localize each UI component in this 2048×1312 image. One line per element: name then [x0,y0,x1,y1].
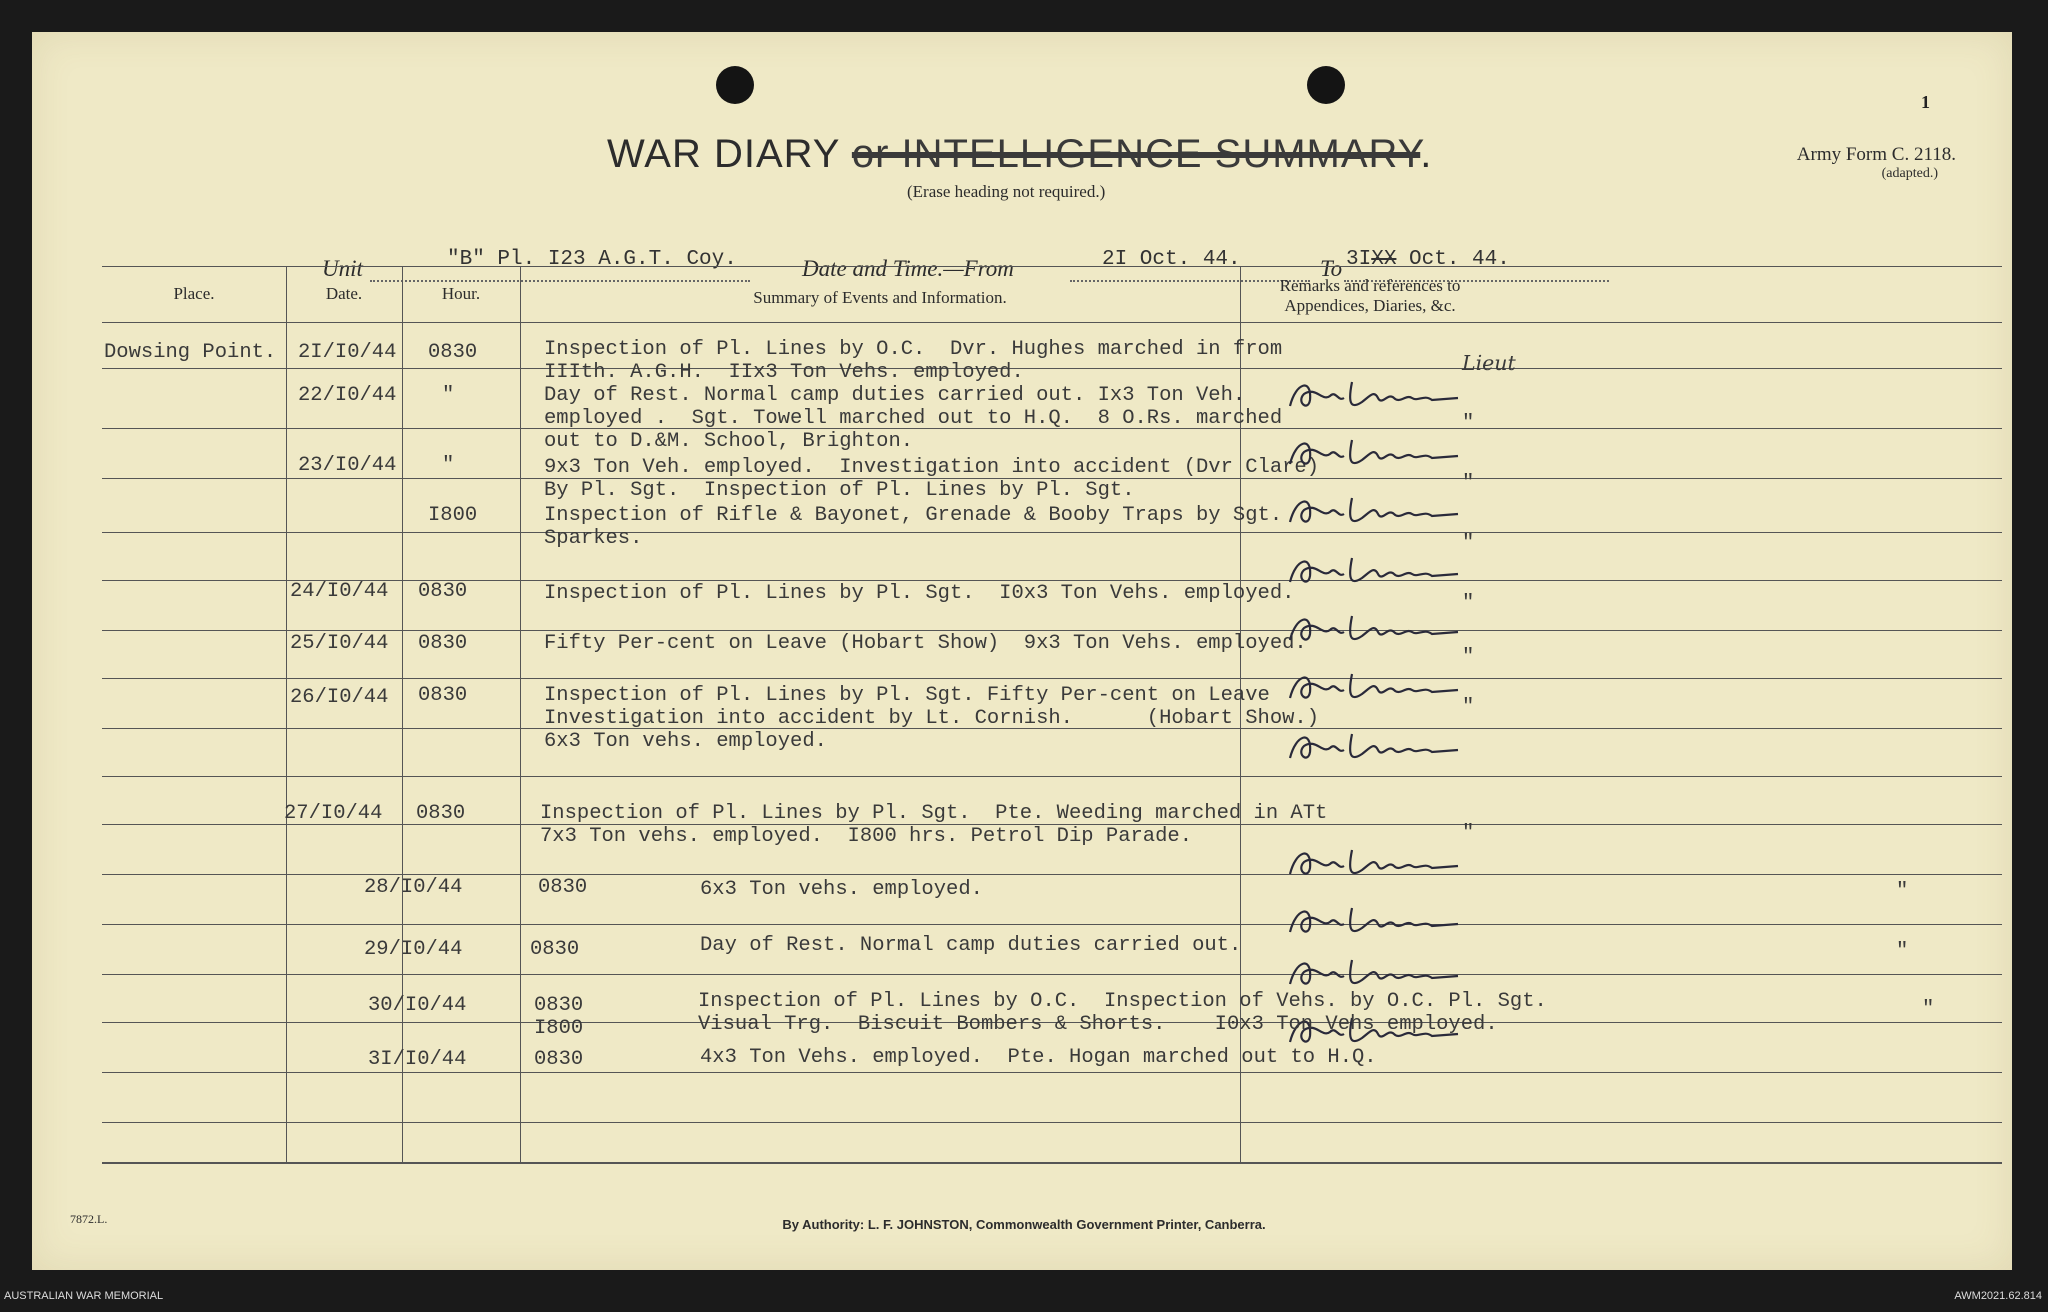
summary-cell: 4x3 Ton Vehs. employed. Pte. Hogan marched out to H.Q. [700,1046,1377,1069]
column-header-place: Place. [173,284,215,303]
credit-right: AWM2021.62.814 [1954,1290,2042,1302]
summary-cell: Inspection of Rifle & Bayonet, Grenade & Booby Traps by Sgt. Sparkes. [544,504,1283,550]
page-mark: 1 [1921,92,1930,112]
column-header-remarks: Remarks and references to Appendices, Diaries, &c. [1279,276,1461,315]
hour-cell: 0830 I800 [534,994,584,1040]
date-cell: 2I/I0/44 [298,341,397,364]
hour-cell: " [442,454,455,477]
title-struck: or INTELLIGENCE SUMMARY [851,132,1421,176]
remark-cell: " [1922,998,1935,1021]
date-cell: 27/I0/44 [284,802,383,825]
hour-cell: 0830 [418,684,468,707]
column-header-hour: Hour. [441,284,481,303]
to-struck: XX [1371,248,1397,271]
column-header-date: Date. [325,284,363,303]
unit-label: Unit [322,256,363,281]
place-cell: Dowsing Point. [104,341,277,364]
remark-cell: " [1462,412,1475,435]
remark-cell: " [1462,532,1475,555]
hour-cell: 0830 [538,876,588,899]
date-cell: 29/I0/44 [364,938,463,961]
remark-cell: " [1896,940,1909,963]
summary-cell: Fifty Per-cent on Leave (Hobart Show) 9x3 Ton Vehs. employed. [544,632,1307,655]
summary-cell: Inspection of Pl. Lines by O.C. Inspection of Vehs. by O.C. Pl. Sgt. Visual Trg. Biscuit Bombers & Shorts. I0x3 Ton Vehs employed. [698,990,1547,1036]
erase-note: (Erase heading not required.) [907,182,1106,201]
hour-cell: 0830 [418,632,468,655]
date-cell: 28/I0/44 [364,876,463,899]
army-form-adapted: (adapted.) [1881,166,1938,181]
date-cell: 23/I0/44 [298,454,397,477]
summary-cell: Inspection of Pl. Lines by O.C. Dvr. Hughes marched in from IIIth. A.G.H. IIx3 Ton Vehs. employed. [544,338,1283,384]
summary-cell: 6x3 Ton vehs. employed. [700,878,983,901]
remark-cell: " [1896,880,1909,903]
to-label: To [1320,256,1343,281]
hour-cell: " [442,384,455,407]
hour-cell: I800 [428,504,478,527]
date-cell: 26/I0/44 [290,686,389,709]
remark-cell: Lieut [1462,351,1516,375]
unit-value: "B" Pl. I23 A.G.T. Coy. [447,248,737,271]
title-main: WAR DIARY [607,132,840,176]
summary-cell: Day of Rest. Normal camp duties carried out. Ix3 Ton Veh. employed . Sgt. Towell marched out to H.Q. 8 O.Rs. marched out to D.&M. School, Brighton. [544,384,1283,453]
summary-cell: Day of Rest. Normal camp duties carried out. [700,934,1242,957]
to-day: 3I [1346,248,1372,271]
remark-cell: " [1462,646,1475,669]
remark-cell: " [1462,472,1475,495]
date-cell: 30/I0/44 [368,994,467,1017]
hour-cell: 0830 [416,802,466,825]
credit-left: AUSTRALIAN WAR MEMORIAL [4,1290,164,1302]
summary-cell: Inspection of Pl. Lines by Pl. Sgt. Fifty Per-cent on Leave Investigation into accident by Lt. Cornish. (Hobart Show.) 6x3 Ton vehs. employed. [544,684,1320,753]
hour-cell: 0830 [428,341,478,364]
form-code: 7872.L. [70,1212,108,1226]
summary-cell: Inspection of Pl. Lines by Pl. Sgt. Pte. Weeding marched in ATt 7x3 Ton vehs. employed. I800 hrs. Petrol Dip Parade. [540,802,1328,848]
hour-cell: 0830 [530,938,580,961]
column-header-summary: Summary of Events and Information. [753,288,1007,307]
summary-cell: Inspection of Pl. Lines by Pl. Sgt. I0x3 Ton Vehs. employed. [544,582,1295,605]
date-cell: 24/I0/44 [290,580,389,603]
army-form-number: Army Form C. 2118. [1796,144,1956,165]
from-value: 2I Oct. 44. [1102,248,1241,271]
credit-bar [0,1270,2048,1312]
remark-cell: " [1462,592,1475,615]
date-from-label: Date and Time.—From [802,256,1014,281]
to-month: Oct. 44. [1409,248,1510,271]
summary-cell: 9x3 Ton Veh. employed. Investigation into accident (Dvr Clare) By Pl. Sgt. Inspection of Pl. Lines by Pl. Sgt. [544,456,1320,502]
hour-cell: 0830 [534,1048,584,1071]
date-cell: 22/I0/44 [298,384,397,407]
remark-cell: " [1462,822,1475,845]
authority-footer: By Authority: L. F. JOHNSTON, Commonwealth Government Printer, Canberra. [782,1217,1266,1232]
remark-cell: " [1462,696,1475,719]
title-end: . [1420,132,1433,176]
date-cell: 25/I0/44 [290,632,389,655]
date-cell: 3I/I0/44 [368,1048,467,1071]
hour-cell: 0830 [418,580,468,603]
